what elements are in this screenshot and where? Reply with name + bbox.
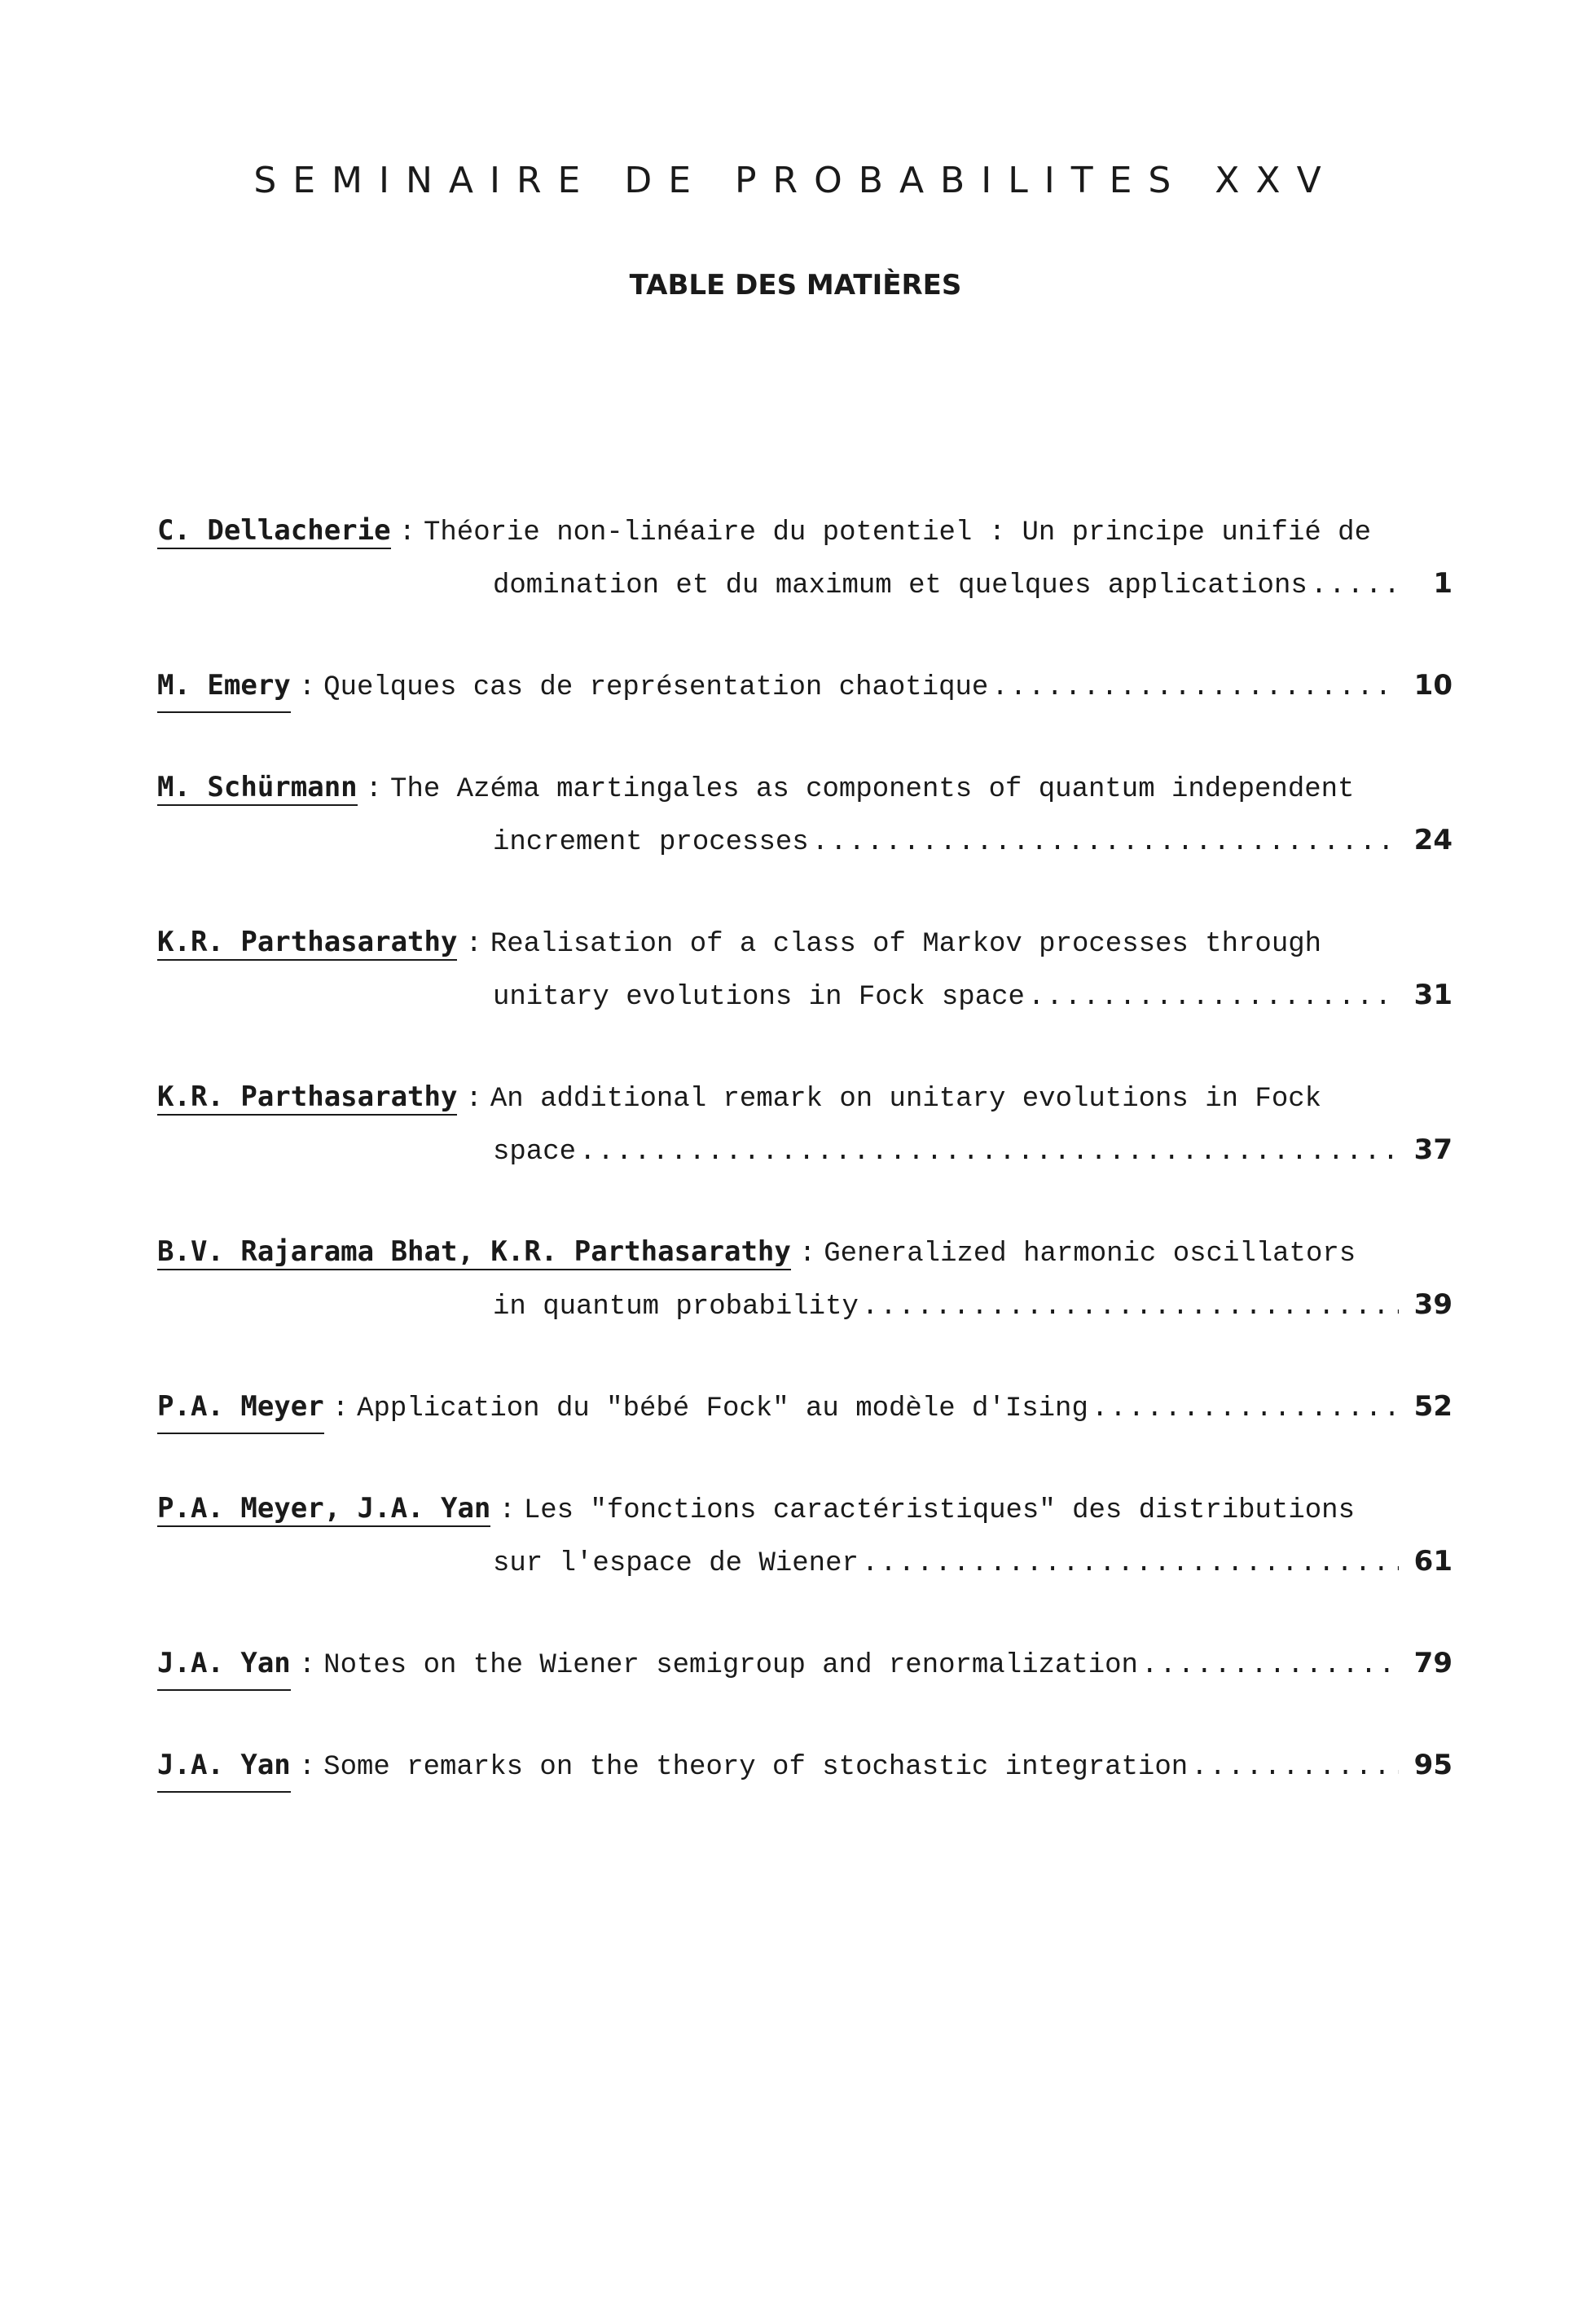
- toc-entry: [157, 762, 1453, 868]
- toc-page-number: 95: [1413, 1749, 1453, 1781]
- toc-title-line1: Realisation of a class of Markov processes through: [490, 929, 1322, 960]
- toc-separator: :: [332, 1393, 349, 1424]
- toc-author: J.A. Yan: [157, 1740, 291, 1793]
- toc-page-number: 10: [1413, 669, 1453, 702]
- toc-title-line2: increment processes: [493, 827, 809, 858]
- toc-title-line1: Generalized harmonic oscillators: [824, 1239, 1356, 1270]
- toc-separator: :: [465, 1084, 482, 1115]
- leader-dots: [1028, 972, 1399, 1023]
- toc-page-number: 79: [1413, 1647, 1453, 1679]
- toc-title-line2: Quelques cas de représentation chaotique: [323, 672, 989, 703]
- table-of-contents: [157, 505, 1453, 1842]
- leader-dots: [991, 662, 1399, 713]
- toc-separator: :: [298, 1752, 316, 1783]
- toc-separator: :: [298, 1650, 316, 1681]
- leader-dots: [862, 1538, 1399, 1589]
- toc-separator: :: [365, 774, 383, 805]
- toc-separator: :: [398, 517, 415, 548]
- toc-author: B.V. Rajarama Bhat, K.R. Parthasarathy: [157, 1235, 791, 1270]
- toc-entry: [157, 917, 1453, 1023]
- toc-title-line2: in quantum probability: [493, 1292, 859, 1323]
- toc-separator: :: [798, 1239, 816, 1270]
- toc-title-line2: Some remarks on the theory of stochastic integration: [323, 1752, 1189, 1783]
- toc-heading: TABLE DES MATIÈRES: [629, 269, 962, 302]
- toc-page-number: 31: [1413, 979, 1453, 1011]
- toc-author: P.A. Meyer, J.A. Yan: [157, 1492, 490, 1527]
- toc-title-line2: Application du "bébé Fock" au modèle d'Ising: [357, 1393, 1088, 1424]
- toc-separator: :: [465, 929, 482, 960]
- toc-title-line2: sur l'espace de Wiener: [493, 1548, 859, 1579]
- toc-entry: [157, 1381, 1453, 1434]
- leader-dots: [862, 1282, 1399, 1332]
- leader-dots: [1191, 1742, 1399, 1793]
- toc-author: P.A. Meyer: [157, 1381, 324, 1434]
- toc-entry: [157, 1740, 1453, 1793]
- leader-dots: [1311, 561, 1399, 611]
- page-title: SEMINAIRE DE PROBABILITES XXV: [253, 160, 1338, 201]
- toc-author: J.A. Yan: [157, 1638, 291, 1691]
- toc-author: M. Schürmann: [157, 771, 358, 806]
- toc-page-number: 37: [1413, 1133, 1453, 1166]
- toc-page-number: 24: [1413, 824, 1453, 856]
- toc-title-line1: Les "fonctions caractéristiques" des distributions: [523, 1495, 1355, 1526]
- toc-entry: [157, 1638, 1453, 1691]
- leader-dots: [1141, 1640, 1399, 1691]
- leader-dots: [1092, 1384, 1399, 1434]
- toc-author: M. Emery: [157, 660, 291, 713]
- toc-title-line2: unitary evolutions in Fock space: [493, 982, 1025, 1013]
- toc-separator: :: [298, 672, 316, 703]
- toc-entry: [157, 1226, 1453, 1332]
- toc-author: C. Dellacherie: [157, 514, 391, 549]
- toc-page-number: 1: [1433, 567, 1453, 600]
- toc-entry: [157, 1483, 1453, 1589]
- leader-dots: [579, 1127, 1399, 1177]
- toc-title-line1: The Azéma martingales as components of quantum independent: [390, 774, 1355, 805]
- toc-title-line2: space: [493, 1137, 577, 1168]
- toc-title-line2: domination et du maximum et quelques applications: [493, 570, 1308, 601]
- toc-separator: :: [499, 1495, 516, 1526]
- toc-author: K.R. Parthasarathy: [157, 1081, 457, 1116]
- toc-page-number: 52: [1413, 1390, 1453, 1423]
- leader-dots: [812, 817, 1399, 868]
- toc-entry: [157, 1072, 1453, 1177]
- toc-title-line2: Notes on the Wiener semigroup and renormalization: [323, 1650, 1138, 1681]
- toc-page-number: 61: [1413, 1545, 1453, 1578]
- toc-title-line1: Théorie non-linéaire du potentiel : Un principe unifié de: [423, 517, 1371, 548]
- toc-author: K.R. Parthasarathy: [157, 926, 457, 961]
- toc-entry: [157, 505, 1453, 611]
- toc-entry: [157, 660, 1453, 713]
- toc-page-number: 39: [1413, 1288, 1453, 1321]
- toc-title-line1: An additional remark on unitary evolutions in Fock: [490, 1084, 1322, 1115]
